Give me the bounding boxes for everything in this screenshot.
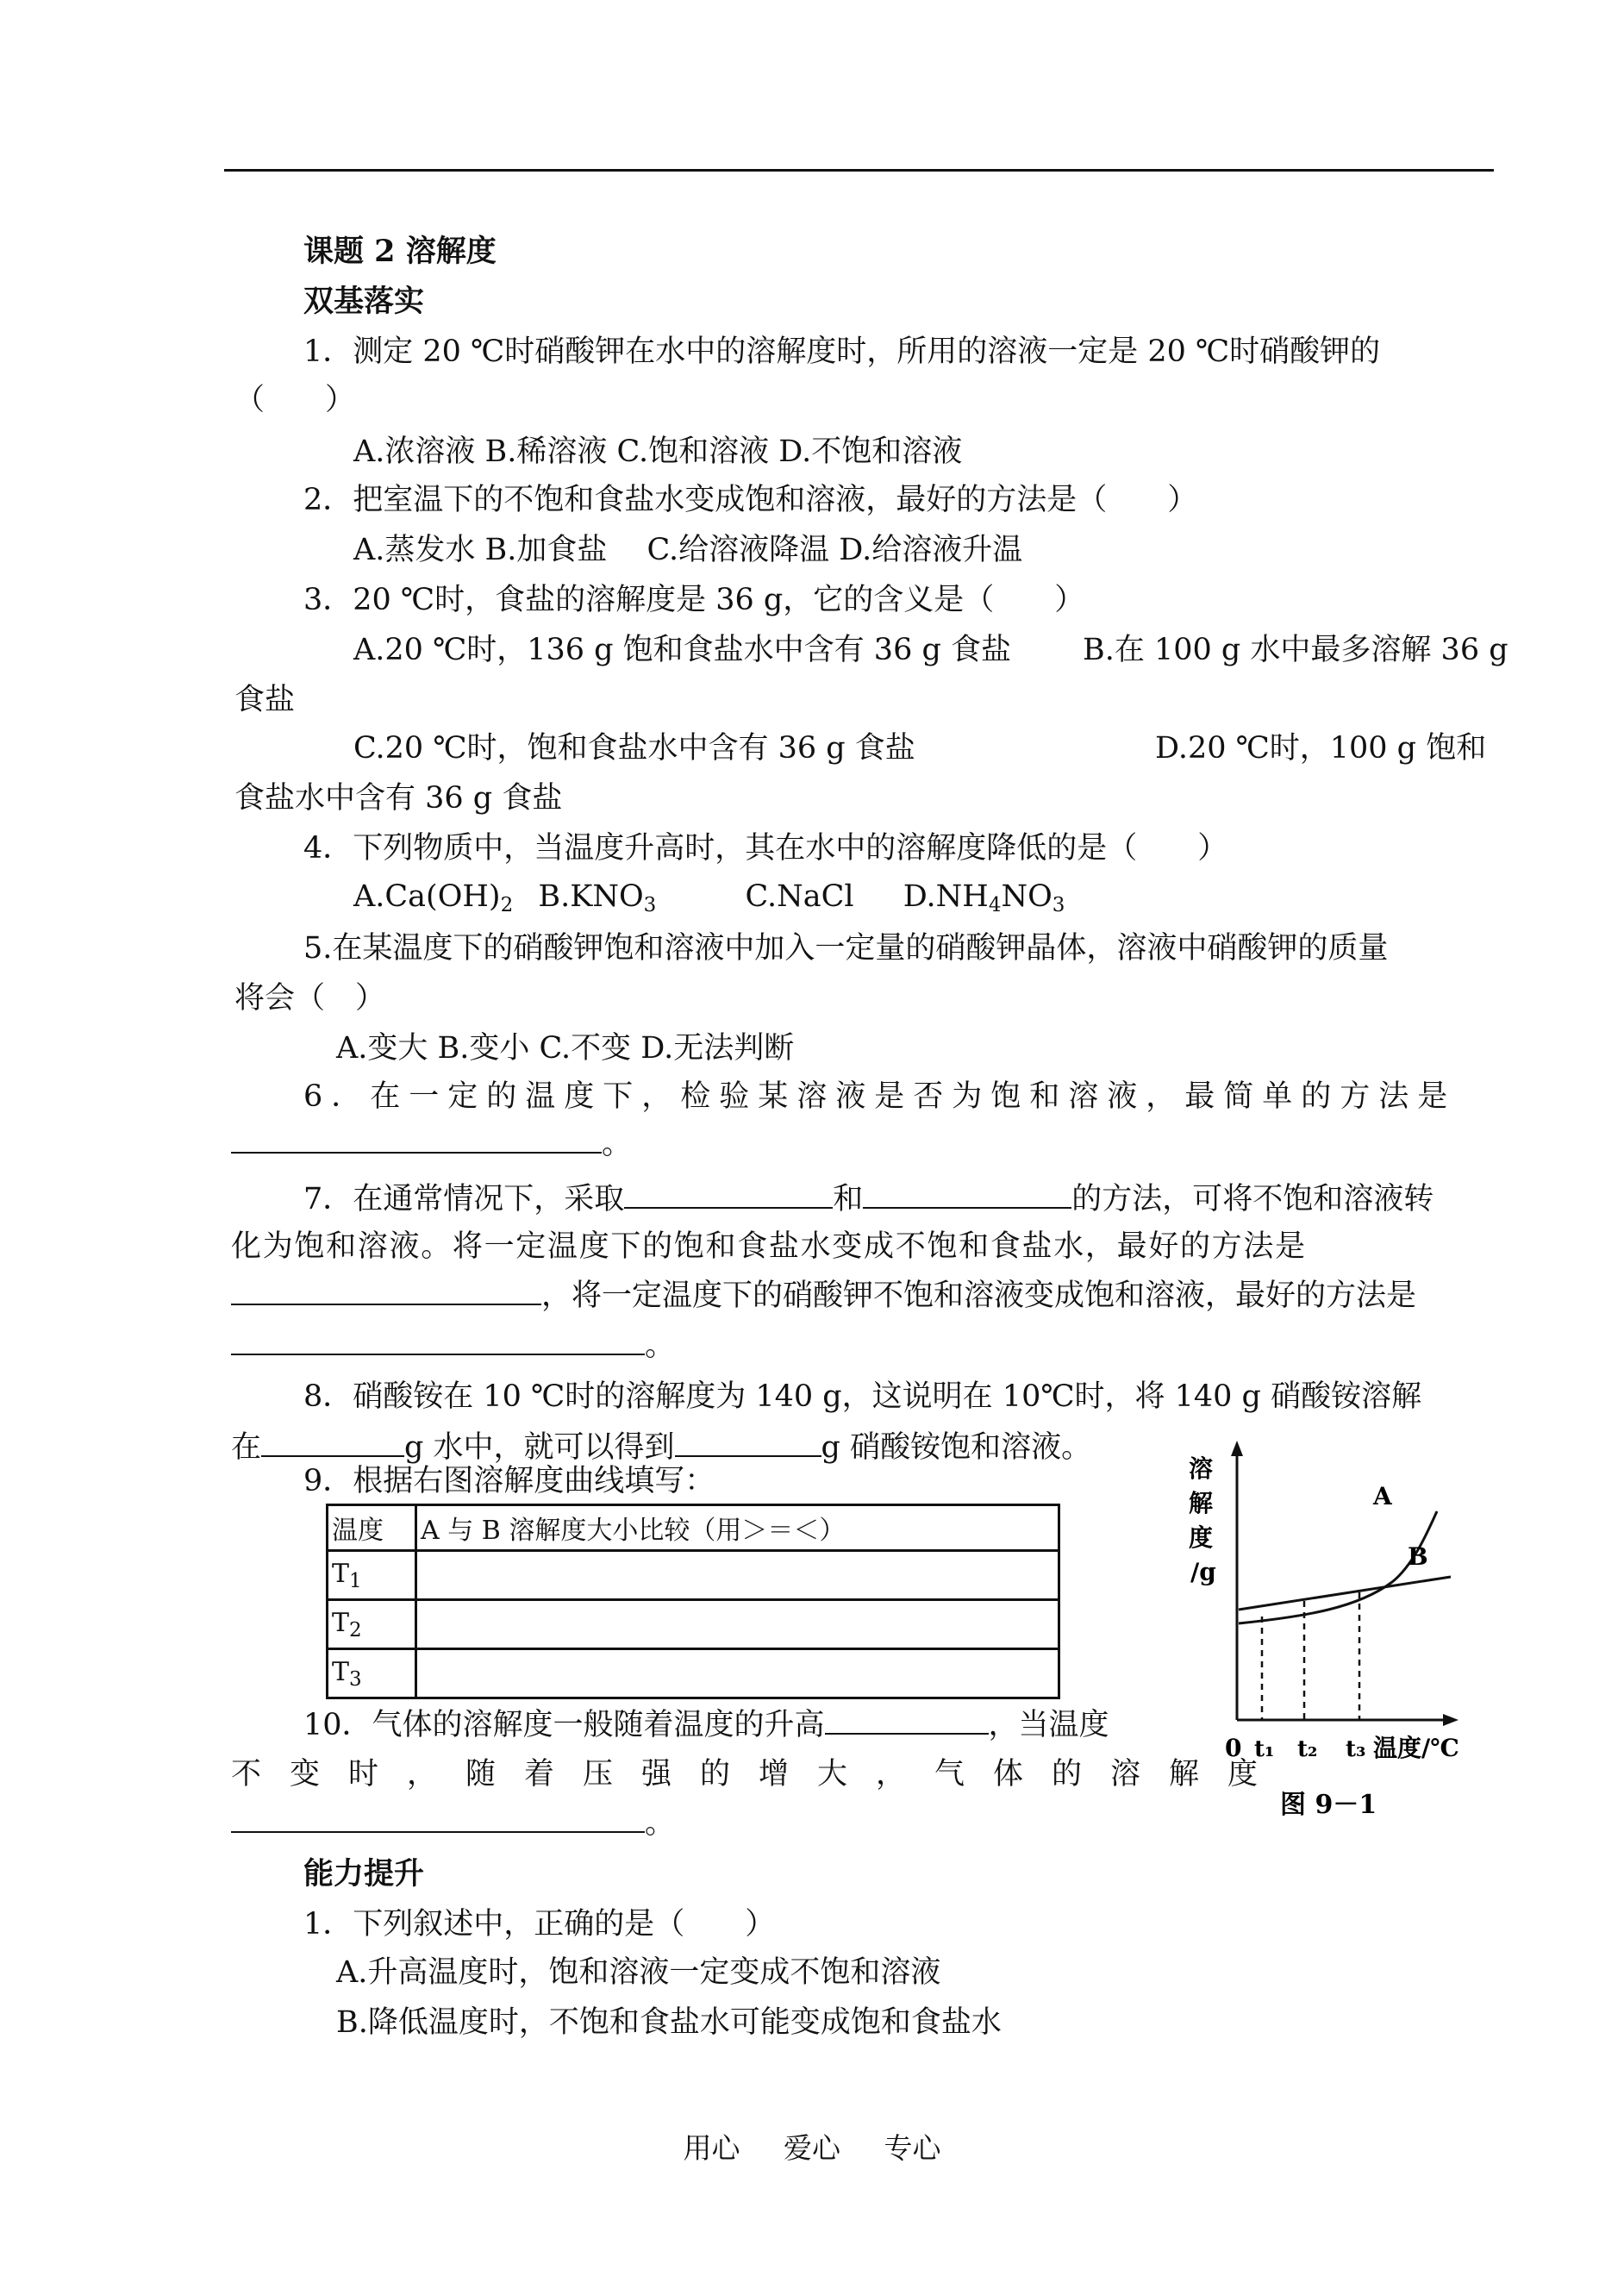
table-row-label-t1 <box>328 1551 416 1600</box>
y-axis-label-2: 解 <box>1189 1489 1214 1517</box>
period: 。 <box>645 1329 676 1363</box>
question-3-option-b: B.在 100 g 水中最多溶解 36 g <box>1083 633 1508 667</box>
answer-blank[interactable] <box>231 1805 645 1833</box>
question-10-line-2 <box>231 1757 1287 1792</box>
question-2-text: 2．把室温下的不饱和食盐水变成饱和溶液，最好的方法是（ ） <box>303 483 1198 517</box>
question-3-option-b-continued: 食盐 <box>234 683 296 717</box>
answer-blank[interactable] <box>675 1429 821 1457</box>
table-header-temperature: 温度 <box>328 1505 416 1551</box>
page-footer: 用心 爱心 专心 <box>683 2131 941 2165</box>
answer-blank[interactable] <box>624 1181 833 1209</box>
subscript: 2 <box>500 894 514 916</box>
option-d-formula-mid: NO <box>1001 879 1052 914</box>
answer-blank[interactable] <box>231 1278 541 1305</box>
question-6-justified-line: 6．在一定的温度下，检验某溶液是否为饱和溶液，最简单的方法是 <box>303 1079 1457 1114</box>
table-row-label-t3 <box>328 1649 416 1698</box>
answer-blank[interactable] <box>231 1328 645 1355</box>
lesson-title: 课题 2 溶解度 <box>303 234 497 269</box>
question-2-options: A.蒸发水 B.加食盐 C.给溶液降温 D.给溶液升温 <box>353 533 1023 567</box>
question-9-text: 9．根据右图溶解度曲线填写： <box>303 1464 715 1498</box>
y-axis-label-4: /g <box>1190 1558 1216 1586</box>
curve-a-label: A <box>1373 1482 1392 1510</box>
question-7-text-line3: ，将一定温度下的硝酸钾不饱和溶液变成饱和溶液，最好的方法是 <box>541 1279 1417 1313</box>
tick-label-t2: t₂ <box>1297 1736 1318 1762</box>
period: 。 <box>602 1127 633 1161</box>
table-cell-answer-t2[interactable] <box>416 1600 1059 1649</box>
question-7-line-2: 化为饱和溶液。将一定温度下的饱和食盐水变成不饱和食盐水，最好的方法是 <box>231 1229 1307 1264</box>
table-row-label-t2 <box>328 1600 416 1649</box>
question-7-text-c: 的方法，可将不饱和溶液转 <box>1071 1182 1434 1216</box>
y-axis-label-3: 度 <box>1189 1523 1214 1552</box>
y-axis-arrow <box>1231 1441 1243 1456</box>
question-6-answer-line <box>231 1126 632 1161</box>
subscript: 1 <box>349 1569 362 1592</box>
subscript: 2 <box>349 1618 362 1642</box>
question-8-text-d: g 硝酸铵饱和溶液。 <box>821 1430 1092 1465</box>
question-5-options: A.变大 B.变小 C.不变 D.无法判断 <box>336 1031 795 1066</box>
section-heading-ability: 能力提升 <box>303 1856 425 1892</box>
question-8-text-c: g 水中，就可以得到 <box>404 1430 675 1465</box>
header-rule <box>224 169 1494 172</box>
subscript: 3 <box>643 894 657 916</box>
question-8-line-2 <box>231 1429 1091 1465</box>
origin-label: 0 <box>1225 1734 1242 1762</box>
subscript: 4 <box>988 894 1002 916</box>
question-7-text-b: 和 <box>833 1182 864 1216</box>
solubility-comparison-table <box>326 1504 1060 1699</box>
option-c-formula: C.NaCl <box>745 879 854 914</box>
row-label: T <box>332 1558 350 1589</box>
period: 。 <box>645 1806 676 1841</box>
question-3-option-d-continued: 食盐水中含有 36 g 食盐 <box>234 781 563 816</box>
subscript: 3 <box>1052 894 1065 916</box>
answer-blank[interactable] <box>231 1126 602 1154</box>
question-8-line-1: 8．硝酸铵在 10 ℃时的溶解度为 140 g，这说明在 10℃时，将 140 g 硝酸铵溶解 <box>303 1379 1422 1414</box>
question-7-line-3 <box>231 1278 1416 1313</box>
question-1-options: A.浓溶液 B.稀溶液 C.饱和溶液 D.不饱和溶液 <box>353 435 963 469</box>
table-header-comparison: A 与 B 溶解度大小比较（用＞＝＜） <box>416 1505 1059 1551</box>
section-heading-basics: 双基落实 <box>303 284 425 319</box>
question-3-option-a: A.20 ℃时，136 g 饱和食盐水中含有 36 g 食盐 <box>353 633 1011 667</box>
question-8-text-b: 在 <box>231 1430 262 1465</box>
question-6-text <box>303 1079 1491 1114</box>
curve-b-label: B <box>1408 1542 1428 1571</box>
answer-blank[interactable] <box>825 1707 989 1735</box>
option-a-formula: A.Ca(OH) <box>353 879 501 914</box>
table-cell-answer-t3[interactable] <box>416 1649 1059 1698</box>
row-label: T <box>332 1656 350 1687</box>
practice-1-text: 1．下列叙述中，正确的是（ ） <box>303 1907 776 1942</box>
question-4-text: 4．下列物质中，当温度升高时，其在水中的溶解度降低的是（ ） <box>303 831 1228 866</box>
table-cell-answer-t1[interactable] <box>416 1551 1059 1600</box>
x-axis-arrow <box>1443 1714 1458 1726</box>
row-label: T <box>332 1607 350 1638</box>
question-10-line-3 <box>231 1805 675 1841</box>
question-10-text-b: ，当温度 <box>988 1708 1109 1742</box>
tick-label-t3: t₃ <box>1346 1736 1366 1762</box>
question-5-text: 5.在某温度下的硝酸钾饱和溶液中加入一定量的硝酸钾晶体，溶液中硝酸钾的质量 <box>303 931 1389 966</box>
figure-caption: 图 9－1 <box>1280 1790 1377 1820</box>
question-3-text: 3．20 ℃时，食盐的溶解度是 36 g，它的含义是（ ） <box>303 583 1085 617</box>
y-axis-label-1: 溶 <box>1189 1454 1214 1483</box>
subscript: 3 <box>349 1667 362 1691</box>
question-4-options <box>353 879 1065 922</box>
option-b-formula: B.KNO <box>538 879 644 914</box>
question-3-option-d: D.20 ℃时，100 g 饱和 <box>1155 731 1487 766</box>
question-10-justified-text: 不变时，随着压强的增大，气体的溶解度 <box>231 1757 1287 1792</box>
practice-1-option-a: A.升高温度时，饱和溶液一定变成不饱和溶液 <box>336 1955 941 1990</box>
question-5-text-continued: 将会（ ） <box>234 981 386 1016</box>
answer-blank[interactable] <box>261 1429 404 1457</box>
question-7-text-a: 7．在通常情况下，采取 <box>303 1182 625 1216</box>
tick-label-t1: t₁ <box>1254 1736 1275 1762</box>
question-1-paren: （ ） <box>234 383 356 417</box>
x-axis-label: 温度/℃ <box>1373 1734 1459 1762</box>
option-d-formula: D.NH <box>903 879 989 914</box>
question-1-text: 1．测定 20 ℃时硝酸钾在水中的溶解度时，所用的溶液一定是 20 ℃时硝酸钾的 <box>303 335 1381 369</box>
question-10-text-a: 10．气体的溶解度一般随着温度的升高 <box>303 1708 825 1742</box>
question-3-option-c: C.20 ℃时，饱和食盐水中含有 36 g 食盐 <box>353 731 915 766</box>
practice-1-option-b: B.降低温度时，不饱和食盐水可能变成饱和食盐水 <box>336 2005 1002 2040</box>
answer-blank[interactable] <box>863 1181 1071 1209</box>
question-7-line-1 <box>303 1181 1433 1216</box>
question-7-line-4 <box>231 1328 675 1363</box>
question-10-line-1 <box>303 1707 1109 1742</box>
